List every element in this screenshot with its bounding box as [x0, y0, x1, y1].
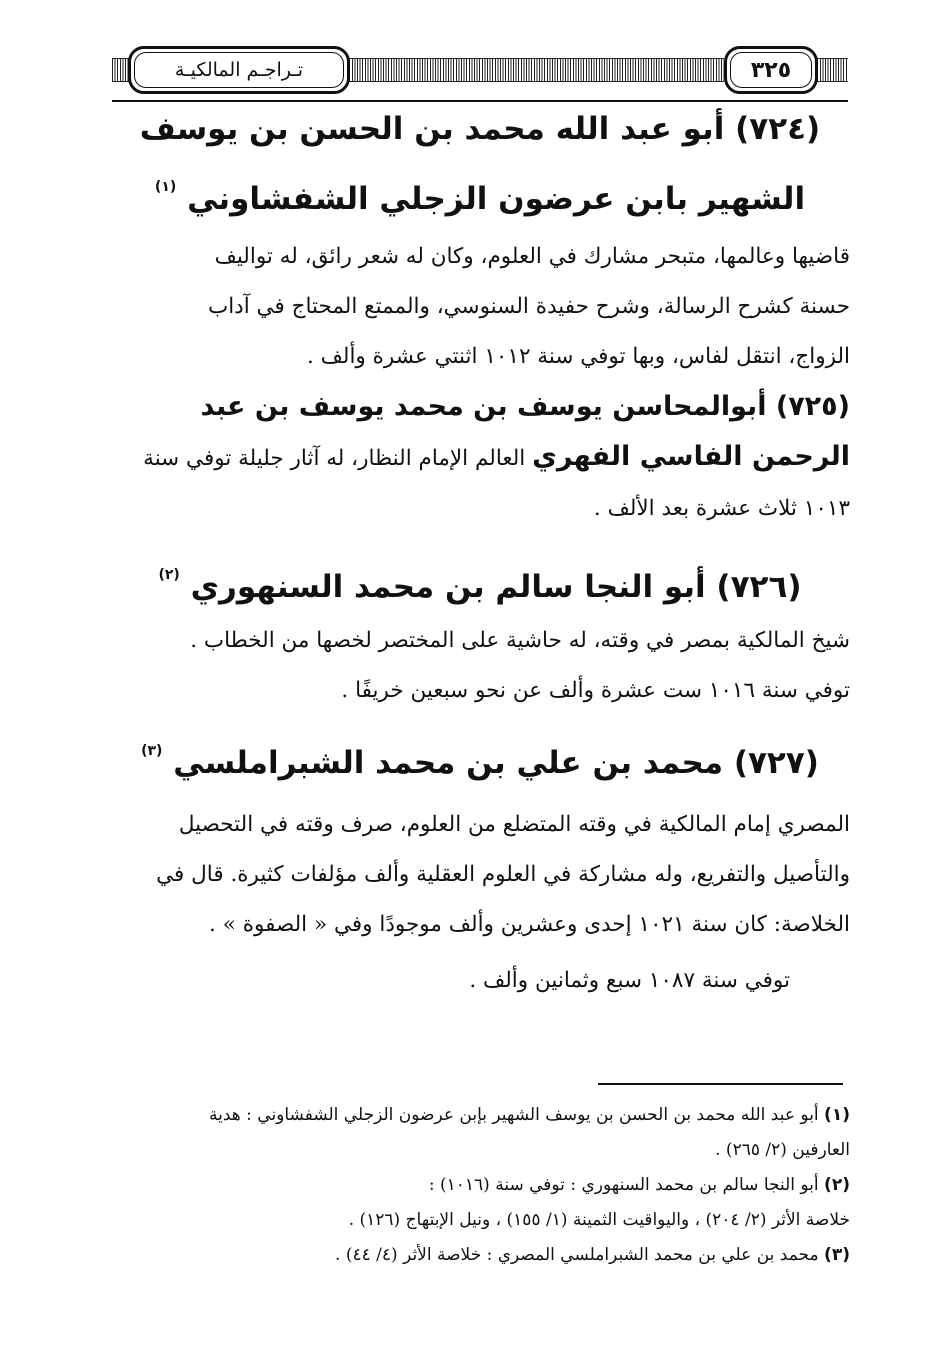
body-line: توفي سنة ١٠١٦ ست عشرة وألف عن نحو سبعين خريفًا . — [341, 678, 850, 703]
body-line: شيخ المالكية بمصر في وقته، له حاشية على المختصر لخصها من الخطاب . — [190, 628, 850, 653]
body-line: توفي سنة ١٠٨٧ سبع وثمانين وألف . — [469, 968, 790, 993]
footnote-mark: (٢) — [158, 567, 180, 583]
header-title-box — [128, 46, 350, 94]
page-number-box — [724, 46, 818, 94]
header-ornament-middle — [344, 58, 724, 82]
heading-line — [110, 158, 850, 228]
entry-726-heading — [110, 546, 850, 616]
heading-line-text: (٧٢٧) محمد بن علي بن محمد الشبراملسي — [173, 745, 819, 781]
entry-727-body — [110, 800, 850, 950]
footnote-line — [110, 1133, 850, 1168]
footnote-line — [110, 1238, 850, 1273]
body-line: حسنة كشرح الرسالة، وشرح حفيدة السنوسي، والممتع المحتاج في آداب — [207, 294, 850, 319]
footnote-separator — [598, 1083, 843, 1085]
footnote-text: محمد بن علي بن محمد الشبراملسي المصري : خلاصة الأثر (٤/ ٤٤) . — [335, 1245, 825, 1265]
footnote-number: (٣) — [824, 1245, 850, 1265]
footnote-line — [110, 1098, 850, 1133]
footnote-text: أبو عبد الله محمد بن الحسن بن يوسف الشهير بإبن عرضون الزجلي الشفشاوني : هدية — [209, 1105, 825, 1125]
entry-724-body — [110, 232, 850, 382]
footnote-mark: (١) — [154, 179, 177, 195]
footnote-text: أبو النجا سالم بن محمد السنهوري : توفي سنة (١٠١٦) : — [428, 1175, 825, 1195]
footnote-line — [110, 1203, 850, 1238]
entry-726-body — [110, 616, 850, 716]
body-line: والتأصيل والتفريع، وله مشاركة في العلوم العقلية وألف مؤلفات كثيرة. قال في — [156, 862, 850, 887]
body-text: العالم الإمام النظار، له آثار جليلة توفي سنة — [143, 446, 533, 471]
heading-line: (٧٢٤) أبو عبد الله محمد بن الحسن بن يوسف — [139, 111, 821, 147]
entry-724-heading — [110, 100, 850, 228]
body-line: قاضيها وعالمها، متبحر مشارك في العلوم، وكان له شعر رائق، له تواليف — [214, 244, 850, 269]
body-line: المصري إمام المالكية في وقته المتضلع من العلوم، صرف وقته في التحصيل — [178, 812, 850, 837]
footnote-mark: (٣) — [141, 743, 163, 759]
entry-727-closing — [110, 956, 850, 1006]
footnote-text: العارفين (٢/ ٢٦٥) . — [715, 1140, 850, 1160]
footnotes — [110, 1098, 850, 1273]
running-header — [112, 40, 848, 96]
footnote-text: خلاصة الأثر (٢/ ٢٠٤) ، واليواقيت الثمينة (١/ ١٥٥) ، ونيل الإبتهاج (١٢٦) . — [348, 1210, 850, 1230]
heading-line — [110, 722, 850, 792]
footnote-number: (١) — [824, 1105, 850, 1125]
heading-line-text: (٧٢٦) أبو النجا سالم بن محمد السنهوري — [190, 569, 802, 605]
footnote-number: (٢) — [824, 1175, 850, 1195]
body-line: الخلاصة: كان سنة ١٠٢١ إحدى وعشرين وألف موجودًا وفي « الصفوة » . — [209, 912, 850, 937]
header-title: تـراجـم المالكيـة — [174, 59, 304, 81]
body-line: ١٠١٣ ثلاث عشرة بعد الألف . — [593, 496, 850, 521]
entry-725-heading-line: (٧٢٥) أبوالمحاسن يوسف بن محمد يوسف بن عبد — [200, 391, 850, 422]
entry-727-heading — [110, 722, 850, 792]
heading-line — [110, 546, 850, 616]
entry-725-name-bold: الرحمن الفاسي الفهري — [532, 441, 850, 472]
page-number: ٣٢٥ — [750, 57, 792, 83]
entry-725 — [110, 382, 850, 534]
footnote-line — [110, 1168, 850, 1203]
body-line — [110, 432, 850, 484]
body-line: الزواج، انتقل لفاس، وبها توفي سنة ١٠١٢ اثنتي عشرة وألف . — [306, 344, 850, 369]
heading-line-text: الشهير بابن عرضون الزجلي الشفشاوني — [187, 181, 806, 217]
